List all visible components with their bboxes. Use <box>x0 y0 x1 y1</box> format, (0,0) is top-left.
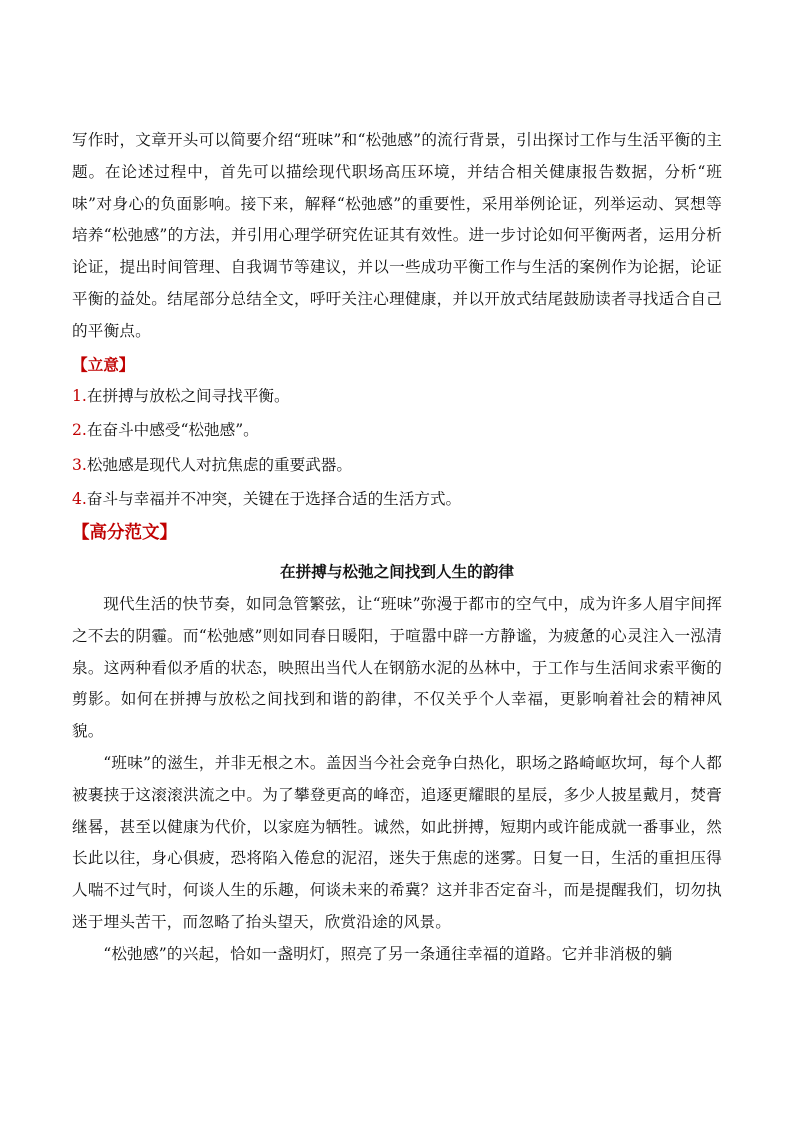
lyi-point-number: 2. <box>72 421 87 440</box>
essay-paragraph: “班味”的滋生，并非无根之木。盖因当今社会竞争白热化，职场之路崎岖坎坷，每个人都被裹挟于这滚滚洪流之中。为了攀登更高的峰峦，追逐更耀眼的星辰，多少人披星戴月，焚膏继晷，甚至以健康为代价，以家庭为牺牲。诚然，如此拼搏，短期内或许能成就一番事业，然长此以往，身心俱疲，恐将陷入倦怠的泥沼，迷失于焦虑的迷雾。日复一日，生活的重担压得人喘不过气时，何谈人生的乐趣，何谈未来的希冀？这并非否定奋斗，而是提醒我们，切勿执迷于埋头苦干，而忽略了抬头望天，欣赏沿途的风景。 <box>72 753 722 931</box>
lyi-point-number: 3. <box>72 455 87 474</box>
lyi-label: 【立意】 <box>72 355 135 374</box>
lyi-point-text: 奋斗与幸福并不冲突，关键在于选择合适的生活方式。 <box>86 490 462 509</box>
lyi-point <box>72 413 722 448</box>
essay-title: 在拼搏与松弛之间找到人生的韵律 <box>280 562 514 581</box>
lyi-point <box>72 482 722 517</box>
lyi-point-text: 在拼搏与放松之间寻找平衡。 <box>86 386 290 405</box>
lyi-point-number: 4. <box>72 490 87 509</box>
lyi-points-list <box>72 379 722 517</box>
intro-paragraph: 写作时，文章开头可以简要介绍“班味”和“松弛感”的流行背景，引出探讨工作与生活平衡的主题。在论述过程中，首先可以描绘现代职场高压环境，并结合相关健康报告数据，分析“班味”对身心的负面影响。接下来，解释“松弛感”的重要性，采用举例论证，列举运动、冥想等培养“松弛感”的方法，并引用心理学研究佐证其有效性。进一步讨论如何平衡两者，运用分析论证，提出时间管理、自我调节等建议，并以一些成功平衡工作与生活的案例作为论据，论证平衡的益处。结尾部分总结全文，呼吁关注心理健康，并以开放式结尾鼓励读者寻找适合自己的平衡点。 <box>72 131 722 340</box>
lyi-point-text: 在奋斗中感受“松弛感”。 <box>86 421 259 440</box>
lyi-point-text: 松弛感是现代人对抗焦虑的重要武器。 <box>86 455 352 474</box>
essay-paragraph: “松弛感”的兴起，恰如一盏明灯，照亮了另一条通往幸福的道路。它并非消极的躺 <box>103 944 673 963</box>
essay-label: 【高分范文】 <box>72 522 177 543</box>
essay-paragraph: 现代生活的快节奏，如同急管繁弦，让“班味”弥漫于都市的空气中，成为许多人眉宇间挥之不去的阴霾。而“松弛感”则如同春日暖阳，于喧嚣中辟一方静谧，为疲惫的心灵注入一泓清泉。这两种看似矛盾的状态，映照出当代人在钢筋水泥的丛林中，于工作与生活间求索平衡的剪影。如何在拼搏与放松之间找到和谐的韵律，不仅关乎个人幸福，更影响着社会的精神风貌。 <box>72 594 722 741</box>
lyi-point <box>72 379 722 414</box>
lyi-point-number: 1. <box>72 386 87 405</box>
lyi-point <box>72 448 722 483</box>
document-page <box>72 125 722 971</box>
